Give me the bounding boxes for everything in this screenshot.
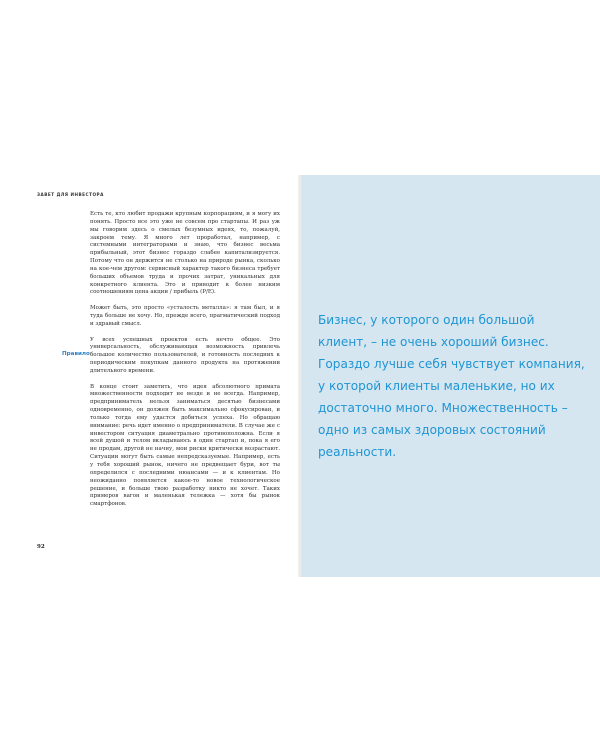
- right-page: [302, 175, 600, 577]
- running-head: ЗАВЕТ ДЛЯ ИНВЕСТОРА: [37, 192, 104, 197]
- paragraph: В конце стоит заметить, что идея абсолютного примата множественности подходит не везде и не всегда. Например, предприниматель нельзя заниматься десятью бизнесами одновременно, он должен быть максимально сфокусирован, и только тогда ему удастся добиться успеха. Но обращаю внимание: речь идет именно о предприниматели. В случае же с инвестором ситуация диаметрально противоположна. Если я всей душой и телом вкладываюсь в один стартап и, пока я его не продам, другой не начну, мои риски критически возрастают. Ситуации могут быть самые непредсказуемые. Например, есть у тебя хороший рынок, ничего не предвещает бури, вот ты определился с последними нюансами — и к клиентам. Но неожиданно появляется какое-то новое технологическое решение, и больше твою разработку никто не хочет. Таких примеров вагон и маленькая тележка — хотя бы рынок смартфонов.: [90, 383, 280, 508]
- paragraph: У всех успешных проектов есть нечто общее. Это универсальность, обслуживающая возможность привлечь большое количество пользователей, и готовность последних к периодическим покупкам данного продукта на протяжении длительного времени.: [90, 336, 280, 374]
- page-number: 92: [37, 544, 45, 550]
- paragraph: Есть те, кто любит продажи крупным корпорациям, и я могу их понять. Просто все это уже не совсем про стартапы. И раз уж мы говорим здесь о смелых безумных идеях, то, пожалуй, закроем тему. Я много лет проработал, например, с системными интеграторами и знаю, что бизнес весьма прибыльный, этот бизнес гораздо слабее капитализируется. Потому что он держится не столько на природе рынка, сколько на кое-чем другом: сервисный характер такого бизнеса требует больших объемов труда и прочих затрат, уникальных для конкретного клиента. Это и приводит к более низким соотношениям цена акции / прибыль (P/E).: [90, 211, 280, 296]
- paragraph: Может быть, это просто «усталость металла»: я там был, и я туда больше не хочу. Но, прежде всего, прагматический подход и здравый смысл.: [90, 305, 280, 327]
- side-label-rule: Правило: [62, 351, 90, 357]
- pull-quote: Бизнес, у которого один большой клиент, – не очень хороший бизнес. Гораздо лучше себя чувствует компания, у которой клиенты маленькие, но их достаточно много. Множественность – одно из самых здоровых состояний реальности.: [318, 313, 585, 459]
- body-text: [90, 211, 280, 509]
